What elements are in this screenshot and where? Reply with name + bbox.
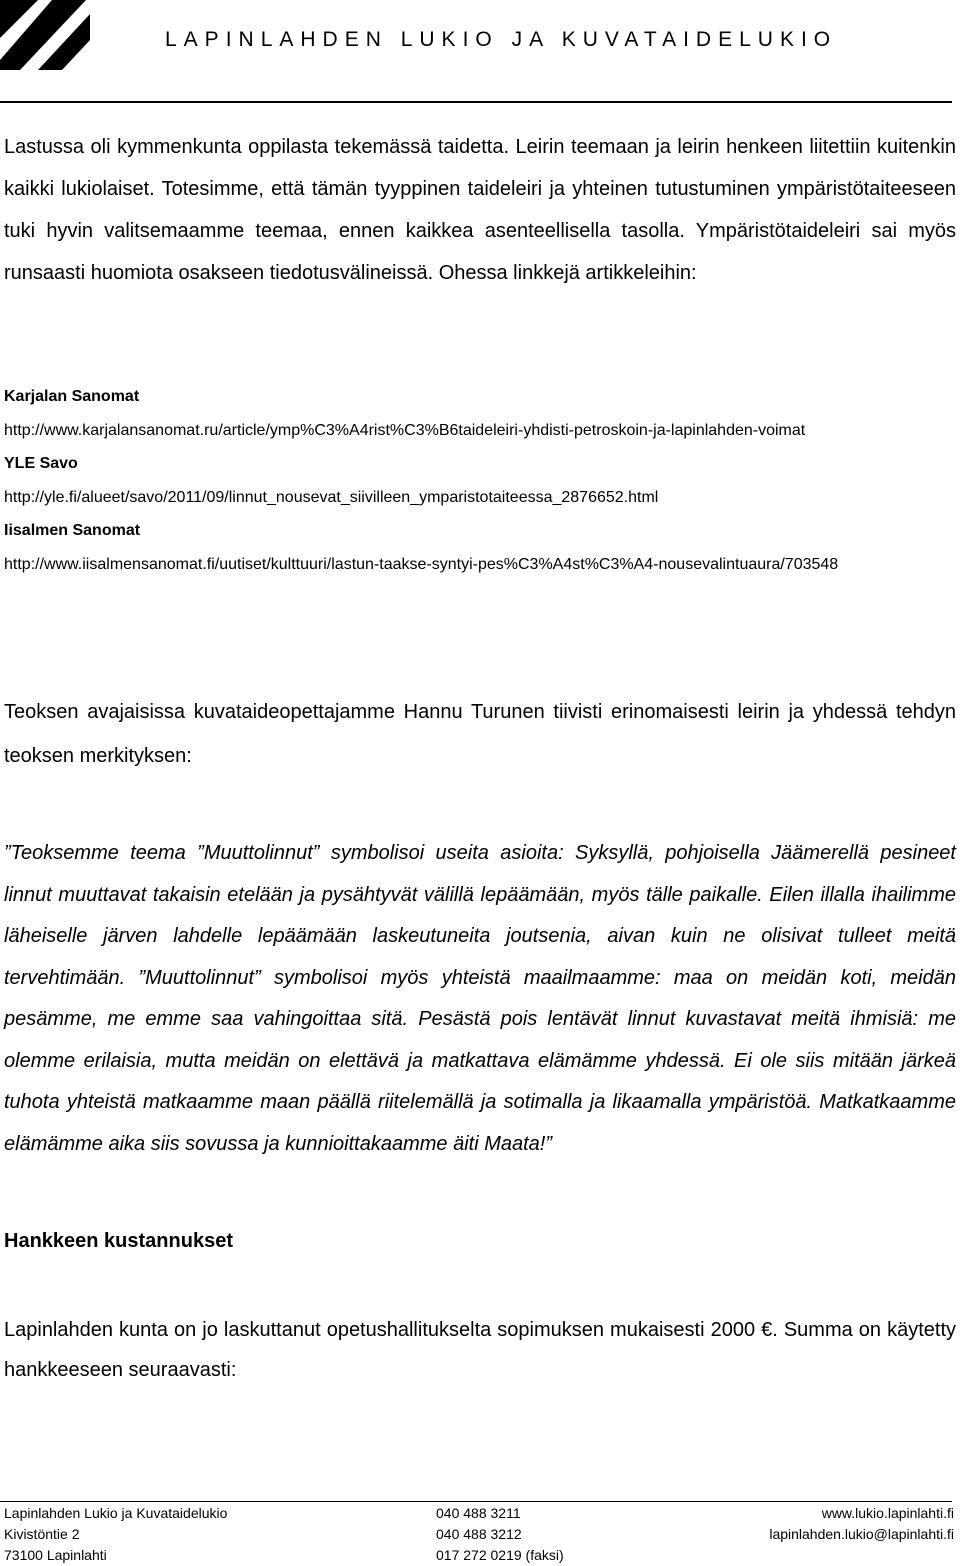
footer-phone-1: 040 488 3211 <box>436 1505 521 1521</box>
footer-address <box>4 1503 227 1566</box>
opening-paragraph: Teoksen avajaisissa kuvataideopettajamme Hannu Turunen tiivisti erinomaisesti leirin ja yhdessä tehdyn teoksen merkityksen: <box>4 701 956 767</box>
header-divider <box>0 101 952 103</box>
costs-heading: Hankkeen kustannukset <box>4 1230 233 1252</box>
footer-website-link[interactable]: www.lukio.lapinlahti.fi <box>821 1505 954 1521</box>
footer-fax: 017 272 0219 (faksi) <box>436 1547 564 1563</box>
article-links <box>4 380 956 581</box>
source-name: YLE Savo <box>4 455 78 472</box>
link-entry-yle-savo <box>4 447 956 514</box>
footer-web <box>769 1503 954 1545</box>
footer-phones <box>436 1503 564 1566</box>
source-name: Iisalmen Sanomat <box>4 522 141 539</box>
article-link[interactable]: http://www.iisalmensanomat.fi/uutiset/kulttuuri/lastun-taakse-syntyi-pes%C3%A4st%C3%A4-nousevalintuaura/703548 <box>4 555 839 573</box>
article-link[interactable]: http://yle.fi/alueet/savo/2011/09/linnut_nousevat_siivilleen_ymparistotaiteessa_2876652.html <box>4 488 659 506</box>
costs-paragraph: Lapinlahden kunta on jo laskuttanut opetushallitukselta sopimuksen mukaisesti 2000 €. Summa on käytetty hankkeeseen seuraavasti: <box>4 1319 956 1381</box>
intro-paragraph: Lastussa oli kymmenkunta oppilasta tekemässä taidetta. Leirin teemaan ja leirin henkeen liitettiin kuitenkin kaikki lukiolaiset. Totesimme, että tämän tyyppinen taideleiri ja yhteinen tutustuminen ympäristötaiteeseen tuki hyvin valitsemaamme teemaa, ennen kaikkea asenteellisella tasolla. Ympäristötaideleiri sai myös runsaasti huomiota osakseen tiedotusvälineissä. Ohessa linkkejä artikkeleihin: <box>4 136 956 284</box>
article-link[interactable]: http://www.karjalansanomat.ru/article/ymp%C3%A4rist%C3%B6taideleiri-yhdisti-petroskoin-ja-lapinlahden-voimat <box>4 421 806 439</box>
footer-school-name: Lapinlahden Lukio ja Kuvataidelukio <box>4 1505 228 1521</box>
footer-divider <box>0 1501 952 1502</box>
footer-postal: 73100 Lapinlahti <box>4 1547 107 1563</box>
artwork-quote: ”Teoksemme teema ”Muuttolinnut” symbolisoi useita asioita: Syksyllä, pohjoisella Jäämerellä pesineet linnut muuttavat takaisin etelään ja pysähtyvät välillä lepäämään, myös tälle paikalle. Eilen illalla ihailimme läheiselle järven lahdelle lepäämään laskeutuneita joutsenia, aivan kuin ne olisivat tulleet meitä tervehtimään. ”Muuttolinnut” symbolisoi myös yhteistä maailmaamme: maa on meidän koti, meidän pesämme, me emme saa vahingoittaa sitä. Pesästä pois lentävät linnut kuvastavat meitä ihmisiä: me olemme erilaisia, mutta meidän on elettävä ja matkattava elämämme yhdessä. Ei ole siis mitään järkeä tuhota yhteistä matkaamme maan päällä riitelemällä ja sotimalla ja likaamalla ympäristöä. Matkatkaamme elämämme aika siis sovussa ja kunnioittakaamme äiti Maata!” <box>4 842 956 1155</box>
link-entry-iisalmen-sanomat <box>4 514 956 581</box>
footer-street: Kivistöntie 2 <box>4 1526 80 1542</box>
school-title: LAPINLAHDEN LUKIO JA KUVATAIDELUKIO <box>165 28 838 51</box>
footer-phone-2: 040 488 3212 <box>436 1526 522 1542</box>
footer-email-link[interactable]: lapinlahden.lukio@lapinlahti.fi <box>769 1526 954 1542</box>
school-logo <box>0 0 90 70</box>
source-name: Karjalan Sanomat <box>4 388 140 405</box>
link-entry-karjalan-sanomat <box>4 380 956 447</box>
